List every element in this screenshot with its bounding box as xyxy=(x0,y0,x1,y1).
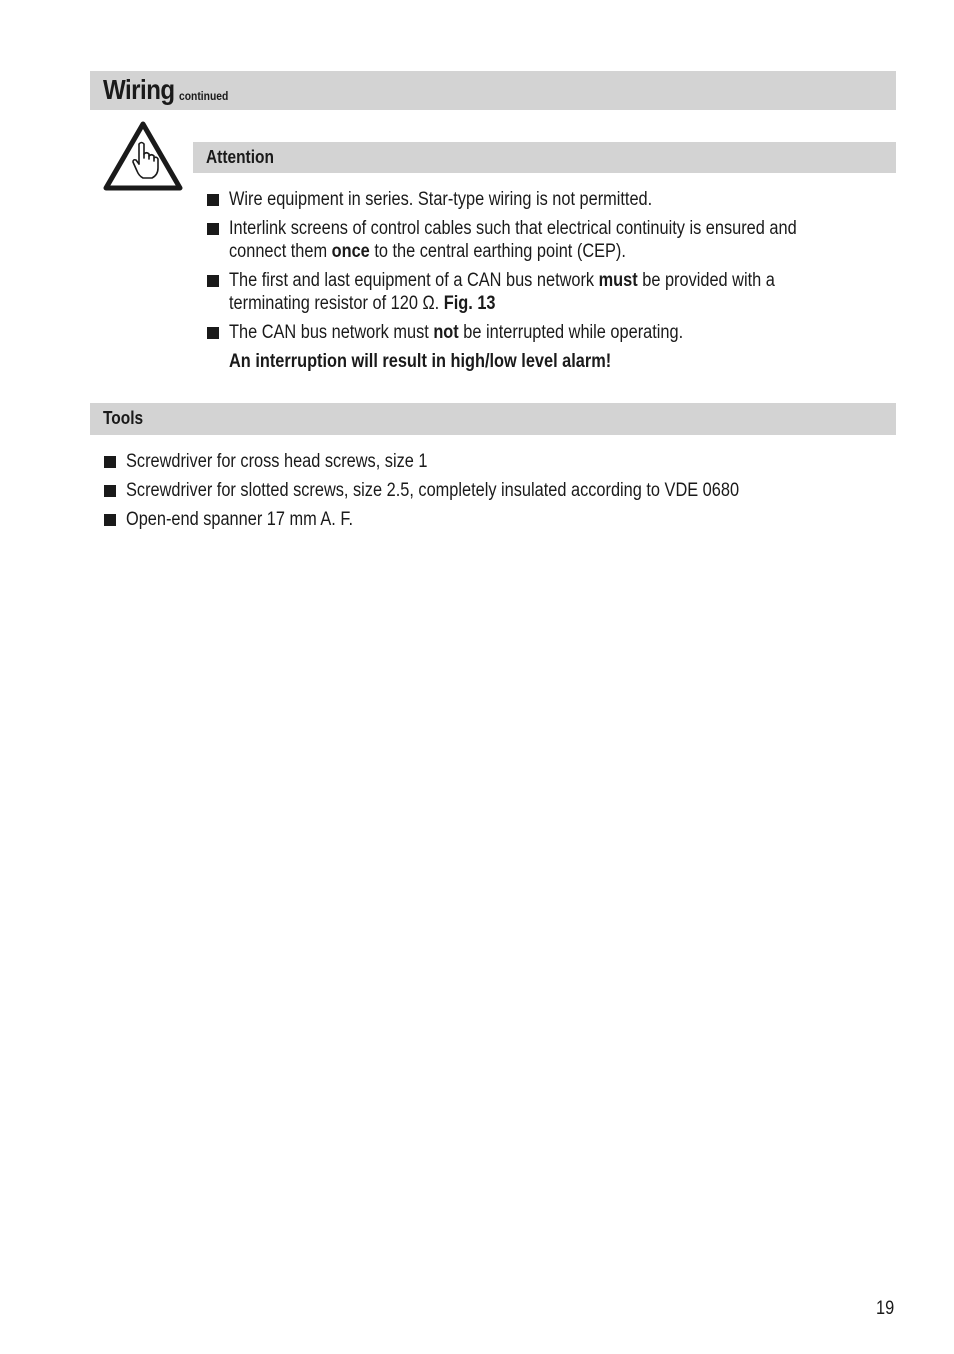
square-bullet-icon xyxy=(207,223,219,235)
square-bullet-icon xyxy=(104,456,116,468)
list-item: The first and last equipment of a CAN bus network must be provided with a xyxy=(229,270,775,291)
section-header xyxy=(90,71,896,110)
emphasis-text: once xyxy=(331,241,370,262)
section-title: Wiring xyxy=(103,74,175,105)
attention-title: Attention xyxy=(206,147,274,167)
list-item: Wire equipment in series. Star-type wiring is not permitted. xyxy=(229,189,653,210)
warning-triangle-hand-icon xyxy=(103,120,183,192)
tools-list-item: Screwdriver for slotted screws, size 2.5, completely insulated according to VDE 0680 xyxy=(126,480,740,501)
attention-header xyxy=(193,142,896,173)
figure-reference: Fig. 13 xyxy=(443,293,496,314)
section-subtitle: continued xyxy=(179,89,229,103)
square-bullet-icon xyxy=(207,194,219,206)
square-bullet-icon xyxy=(207,275,219,287)
emphasis-text: must xyxy=(598,270,638,291)
emphasis-text: not xyxy=(433,322,459,343)
list-item-continuation: terminating resistor of 120 Ω. Fig. 13 xyxy=(229,293,496,314)
list-item: Interlink screens of control cables such that electrical continuity is ensured and xyxy=(229,218,797,239)
tools-list-item: Open-end spanner 17 mm A. F. xyxy=(126,509,354,530)
square-bullet-icon xyxy=(104,514,116,526)
tools-header xyxy=(90,403,896,435)
square-bullet-icon xyxy=(207,327,219,339)
alarm-note: An interruption will result in high/low level alarm! xyxy=(229,351,612,372)
page-number: 19 xyxy=(876,1298,895,1319)
list-item-continuation: connect them once to the central earthing point (CEP). xyxy=(229,241,626,262)
tools-list-item: Screwdriver for cross head screws, size 1 xyxy=(126,451,428,472)
tools-title: Tools xyxy=(103,408,144,428)
square-bullet-icon xyxy=(104,485,116,497)
list-item: The CAN bus network must not be interrupted while operating. xyxy=(229,322,684,343)
